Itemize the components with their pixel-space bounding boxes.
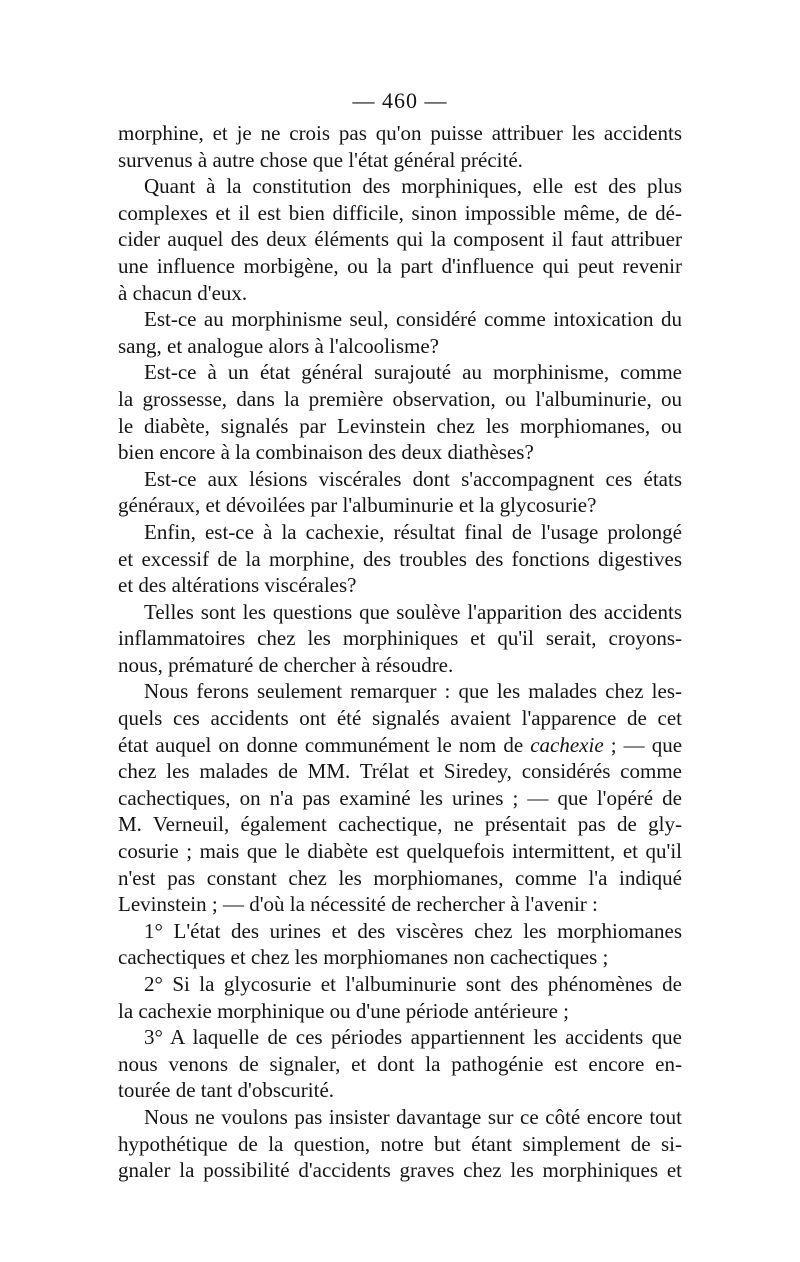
text-line: Nous ferons seulement remarquer : que les malades chez les- (144, 679, 682, 704)
text-line: généraux, et dévoilées par l'albuminurie et la glycosurie? (118, 493, 597, 518)
text-line: la cachexie morphinique ou d'une période antérieure ; (118, 998, 570, 1023)
text-line: et des altérations viscérales? (118, 573, 357, 598)
text-line: et excessif de la morphine, des troubles des fonctions digestives (118, 546, 682, 571)
text-line: complexes et il est bien difficile, sinon impossible même, de dé- (118, 200, 682, 225)
text-line: le diabète, signalés par Levinstein chez les morphiomanes, ou (118, 413, 682, 438)
text-line: 2° Si la glycosurie et l'albuminurie sont des phénomènes de (144, 972, 682, 996)
text-line: Est-ce à un état général surajouté au morphinisme, comme (144, 360, 682, 385)
text-line: quels ces accidents ont été signalés avaient l'apparence de cet (118, 706, 682, 731)
body-text (118, 120, 682, 1184)
text-line: cachectiques, on n'a pas examiné les urines ; — que l'opéré de (118, 785, 682, 810)
text-line: M. Verneuil, également cachectique, ne présentait pas de gly- (118, 812, 682, 837)
text-line: 3° A laquelle de ces périodes appartiennent les accidents que (144, 1025, 682, 1050)
text-line: sang, et analogue alors à l'alcoolisme? (118, 333, 439, 358)
text-line: nous, prématuré de chercher à résoudre. (118, 652, 454, 677)
text-line: état auquel on donne communément le nom de cachexie ; — que (118, 732, 683, 757)
text-line: Quant à la constitution des morphiniques, elle est des plus (144, 174, 682, 199)
text-line: morphine, et je ne crois pas qu'on puisse attribuer les accidents (118, 121, 682, 145)
text-line: Enfin, est-ce à la cachexie, résultat final de l'usage prolongé (144, 519, 682, 544)
text-line: Est-ce aux lésions viscérales dont s'accompagnent ces états (144, 466, 682, 491)
text-line: cider auquel des deux éléments qui la composent il faut attribuer (118, 227, 682, 252)
text-line: Est-ce au morphinisme seul, considéré comme intoxication du (144, 307, 682, 332)
text-line: la grossesse, dans la première observation, ou l'albuminurie, ou (118, 386, 682, 411)
italic-term: cachexie (530, 732, 604, 757)
text-line: cosurie ; mais que le diabète est quelquefois intermittent, et qu'il (118, 839, 682, 864)
text-line: bien encore à la combinaison des deux diathèses? (118, 440, 534, 465)
text-line: Levinstein ; — d'où la nécessité de rechercher à l'avenir : (118, 892, 598, 917)
text-line: inflammatoires chez les morphiniques et qu'il serait, croyons- (118, 626, 682, 651)
text-line: survenus à autre chose que l'état général précité. (118, 147, 523, 172)
text-line: hypothétique de la question, notre but étant simplement de si- (118, 1131, 682, 1156)
text-line: Nous ne voulons pas insister davantage sur ce côté encore tout (144, 1104, 682, 1129)
text-line: cachectiques et chez les morphiomanes non cachectiques ; (118, 945, 609, 970)
text-line: une influence morbigène, ou la part d'influence qui peut revenir (118, 253, 682, 278)
text-line: n'est pas constant chez les morphiomanes, comme l'a indiqué (118, 865, 682, 890)
document-page (118, 88, 682, 1184)
text-line: Telles sont les questions que soulève l'apparition des accidents (144, 599, 682, 624)
text-line: à chacun d'eux. (118, 280, 248, 305)
text-line: tourée de tant d'obscurité. (118, 1078, 335, 1103)
text-line: nous venons de signaler, et dont la pathogénie est encore en- (118, 1051, 682, 1076)
text-line: gnaler la possibilité d'accidents graves chez les morphiniques et (118, 1158, 682, 1183)
text-line: chez les malades de MM. Trélat et Siredey, considérés comme (118, 759, 682, 784)
page-number: — 460 — (352, 88, 448, 113)
text-line: 1° L'état des urines et des viscères chez les morphiomanes (144, 918, 682, 943)
